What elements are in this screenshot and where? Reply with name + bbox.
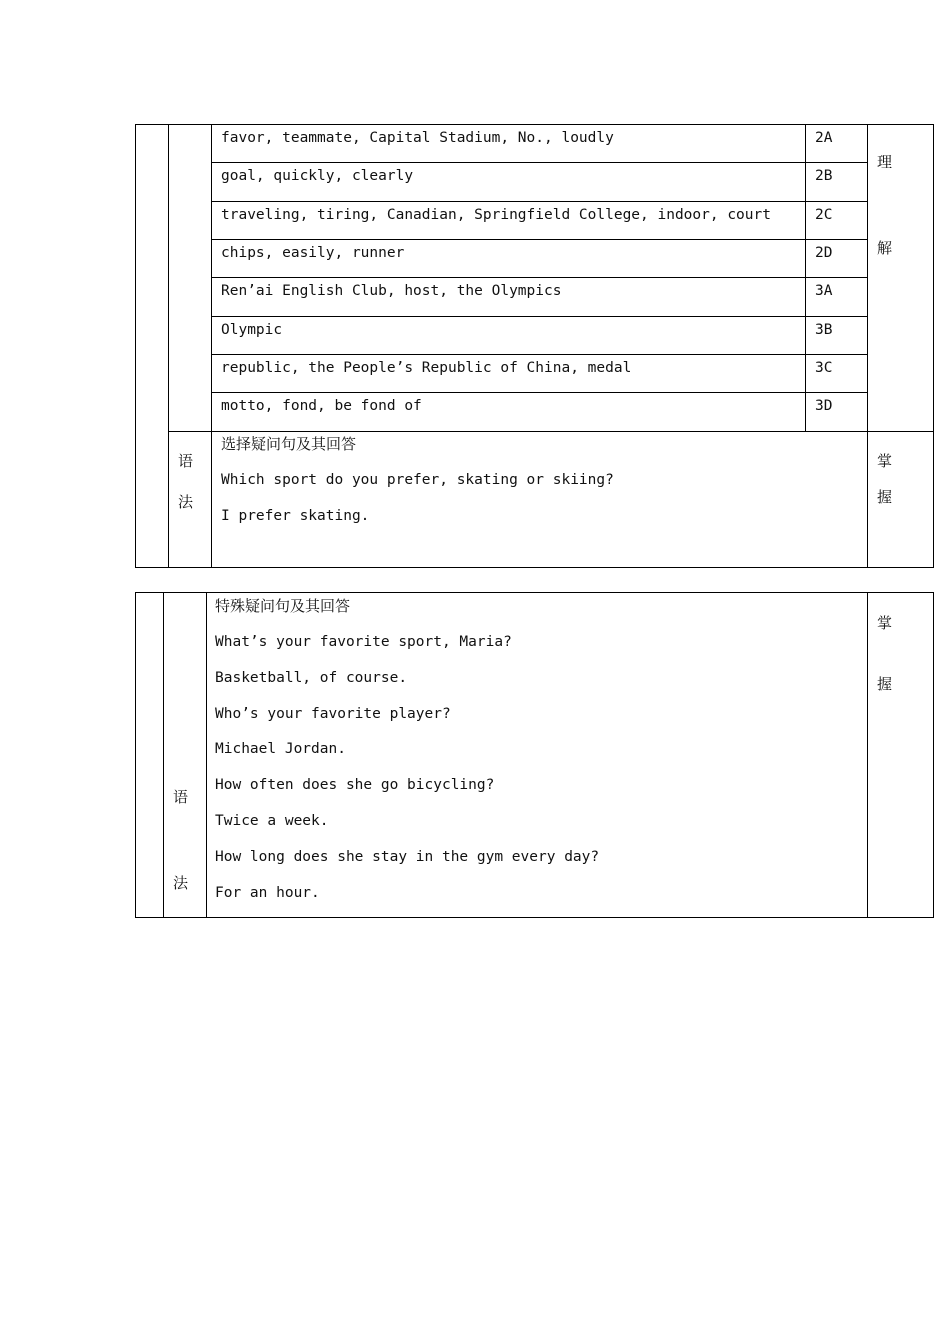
grammar-example-line: Who’s your favorite player?	[215, 706, 451, 722]
grammar-example-line: Michael Jordan.	[215, 741, 346, 757]
grammar-example-line: I prefer skating.	[221, 508, 370, 524]
section-cell: 3D	[815, 398, 833, 414]
grammar-label-char: 语	[173, 788, 189, 806]
level-char: 理	[877, 153, 893, 171]
grammar-example-line: Which sport do you prefer, skating or skiing?	[221, 472, 614, 488]
vocab-words-cell: favor, teammate, Capital Stadium, No., loudly	[221, 130, 614, 146]
grammar-example-line: For an hour.	[215, 885, 320, 901]
level-char: 掌	[877, 452, 893, 470]
level-char: 解	[877, 239, 893, 257]
vocab-words-cell: goal, quickly, clearly	[221, 168, 414, 184]
level-char: 握	[877, 488, 893, 506]
vocab-words-cell: republic, the People’s Republic of China, medal	[221, 360, 632, 376]
grammar-example-line: Twice a week.	[215, 813, 329, 829]
vocab-words-cell: Ren’ai English Club, host, the Olympics	[221, 283, 562, 299]
section-cell: 2B	[815, 168, 833, 184]
grammar-label-char: 法	[178, 493, 194, 511]
vocab-words-cell: motto, fond, be fond of	[221, 398, 422, 414]
vocab-words-cell: traveling, tiring, Canadian, Springfield College, indoor, court	[221, 207, 771, 223]
section-cell: 2A	[815, 130, 833, 146]
section-cell: 2C	[815, 207, 833, 223]
grammar-heading: 选择疑问句及其回答	[221, 435, 357, 453]
section-cell: 3B	[815, 322, 833, 338]
section-cell: 3C	[815, 360, 833, 376]
grammar-heading: 特殊疑问句及其回答	[215, 597, 351, 615]
grammar-example-line: How long does she stay in the gym every day?	[215, 849, 600, 865]
grammar-label-char: 语	[178, 452, 194, 470]
grammar-example-line: Basketball, of course.	[215, 670, 408, 686]
section-cell: 3A	[815, 283, 833, 299]
level-char: 掌	[877, 614, 893, 632]
vocab-words-cell: Olympic	[221, 322, 283, 338]
level-char: 握	[877, 675, 893, 693]
grammar-label-char: 法	[173, 874, 189, 892]
section-cell: 2D	[815, 245, 833, 261]
grammar-example-line: What’s your favorite sport, Maria?	[215, 634, 512, 650]
vocab-words-cell: chips, easily, runner	[221, 245, 405, 261]
grammar-example-line: How often does she go bicycling?	[215, 777, 495, 793]
